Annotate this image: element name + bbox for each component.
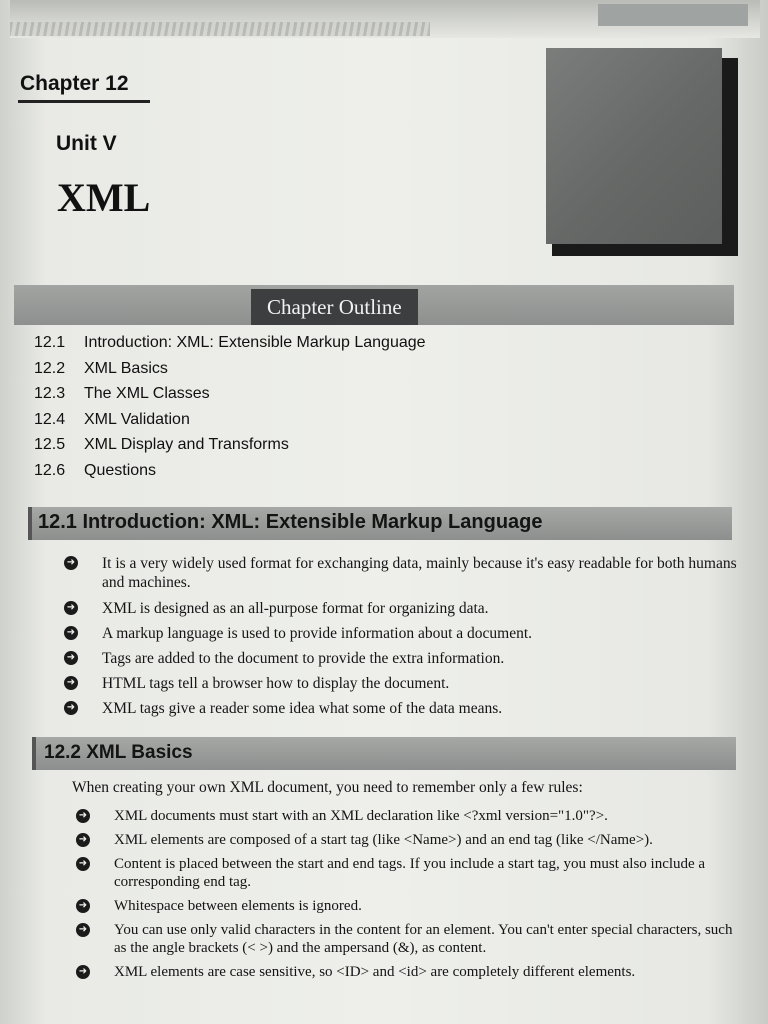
arrow-bullet-icon: ➜ bbox=[64, 676, 78, 690]
arrow-bullet-icon: ➜ bbox=[76, 923, 90, 937]
chapter-number: Chapter 12 bbox=[20, 72, 129, 95]
arrow-bullet-icon: ➜ bbox=[64, 651, 78, 665]
outline-item-number: 12.6 bbox=[34, 461, 66, 479]
chapter-title: XML bbox=[57, 175, 151, 220]
arrow-bullet-icon: ➜ bbox=[64, 626, 78, 640]
bullet-item bbox=[76, 963, 748, 981]
bullet-item bbox=[76, 921, 748, 957]
page-header-strip bbox=[10, 0, 760, 38]
arrow-bullet-icon: ➜ bbox=[76, 899, 90, 913]
outline-item-text: XML Basics bbox=[84, 359, 168, 377]
arrow-bullet-icon: ➜ bbox=[64, 556, 78, 570]
outline-item-number: 12.2 bbox=[34, 359, 66, 377]
section-1-bullet-list bbox=[64, 554, 744, 718]
arrow-bullet-icon: ➜ bbox=[64, 701, 78, 715]
section-2-heading: 12.2 XML Basics bbox=[44, 742, 193, 763]
bullet-text: XML elements are case sensitive, so <ID> and <id> are completely different elements. bbox=[114, 964, 636, 980]
arrow-bullet-icon: ➜ bbox=[76, 857, 90, 871]
bullet-item bbox=[64, 674, 744, 693]
bullet-text: Whitespace between elements is ignored. bbox=[114, 898, 362, 914]
bullet-text: XML is designed as an all-purpose format for organizing data. bbox=[102, 600, 489, 617]
outline-item bbox=[34, 432, 554, 458]
bullet-item bbox=[64, 649, 744, 668]
arrow-bullet-icon: ➜ bbox=[76, 833, 90, 847]
bullet-text: Tags are added to the document to provide the extra information. bbox=[102, 650, 505, 667]
section-1-heading: 12.1 Introduction: XML: Extensible Markup Language bbox=[38, 511, 543, 533]
outline-item-text: The XML Classes bbox=[84, 385, 210, 402]
arrow-bullet-icon: ➜ bbox=[76, 965, 90, 979]
chapter-underline bbox=[18, 100, 150, 103]
header-tab-decoration bbox=[598, 4, 748, 26]
bullet-text: XML tags give a reader some idea what some of the data means. bbox=[102, 700, 503, 717]
bullet-item bbox=[64, 699, 744, 718]
bullet-item bbox=[64, 554, 744, 592]
bullet-text: XML documents must start with an XML declaration like <?xml version="1.0"?>. bbox=[114, 808, 608, 824]
bullet-item bbox=[76, 897, 748, 915]
outline-item-text: Questions bbox=[84, 461, 157, 479]
outline-item-text: XML Validation bbox=[84, 410, 190, 428]
outline-item-number: 12.1 bbox=[34, 334, 66, 351]
section-2-intro: When creating your own XML document, you need to remember only a few rules: bbox=[72, 779, 583, 796]
chapter-outline-list bbox=[34, 330, 554, 483]
bullet-item bbox=[76, 831, 748, 849]
header-hatch-decoration bbox=[10, 22, 430, 36]
bullet-text: Content is placed between the start and end tags. If you include a start tag, you must also include a corresponding end tag. bbox=[114, 856, 706, 890]
unit-label: Unit V bbox=[56, 132, 117, 155]
outline-item bbox=[34, 381, 554, 407]
bullet-item bbox=[76, 807, 748, 825]
outline-item-text: XML Display and Transforms bbox=[84, 436, 289, 453]
bullet-text: XML elements are composed of a start tag (like <Name>) and an end tag (like </Name>). bbox=[114, 832, 653, 848]
outline-item bbox=[34, 356, 554, 382]
bullet-text: You can use only valid characters in the content for an element. You can't enter special characters, such as the angle brackets (< >) and the ampersand (&), as content. bbox=[114, 922, 733, 956]
bullet-item bbox=[64, 599, 744, 618]
bullet-text: A markup language is used to provide information about a document. bbox=[102, 625, 533, 642]
outline-item-number: 12.3 bbox=[34, 385, 66, 402]
arrow-bullet-icon: ➜ bbox=[64, 601, 78, 615]
outline-item bbox=[34, 458, 554, 484]
section-2-bullet-list bbox=[76, 807, 748, 981]
outline-item-number: 12.4 bbox=[34, 410, 66, 428]
bullet-item bbox=[64, 624, 744, 643]
outline-item-number: 12.5 bbox=[34, 436, 66, 453]
bullet-item bbox=[76, 855, 748, 891]
chapter-image bbox=[546, 48, 722, 244]
outline-item bbox=[34, 330, 554, 356]
outline-item bbox=[34, 407, 554, 433]
outline-item-text: Introduction: XML: Extensible Markup Language bbox=[84, 334, 426, 351]
bullet-text: HTML tags tell a browser how to display the document. bbox=[102, 675, 450, 692]
arrow-bullet-icon: ➜ bbox=[76, 809, 90, 823]
bullet-text: It is a very widely used format for exchanging data, mainly because it's easy readable for both humans and machines. bbox=[102, 555, 737, 591]
outline-heading: Chapter Outline bbox=[251, 289, 418, 325]
